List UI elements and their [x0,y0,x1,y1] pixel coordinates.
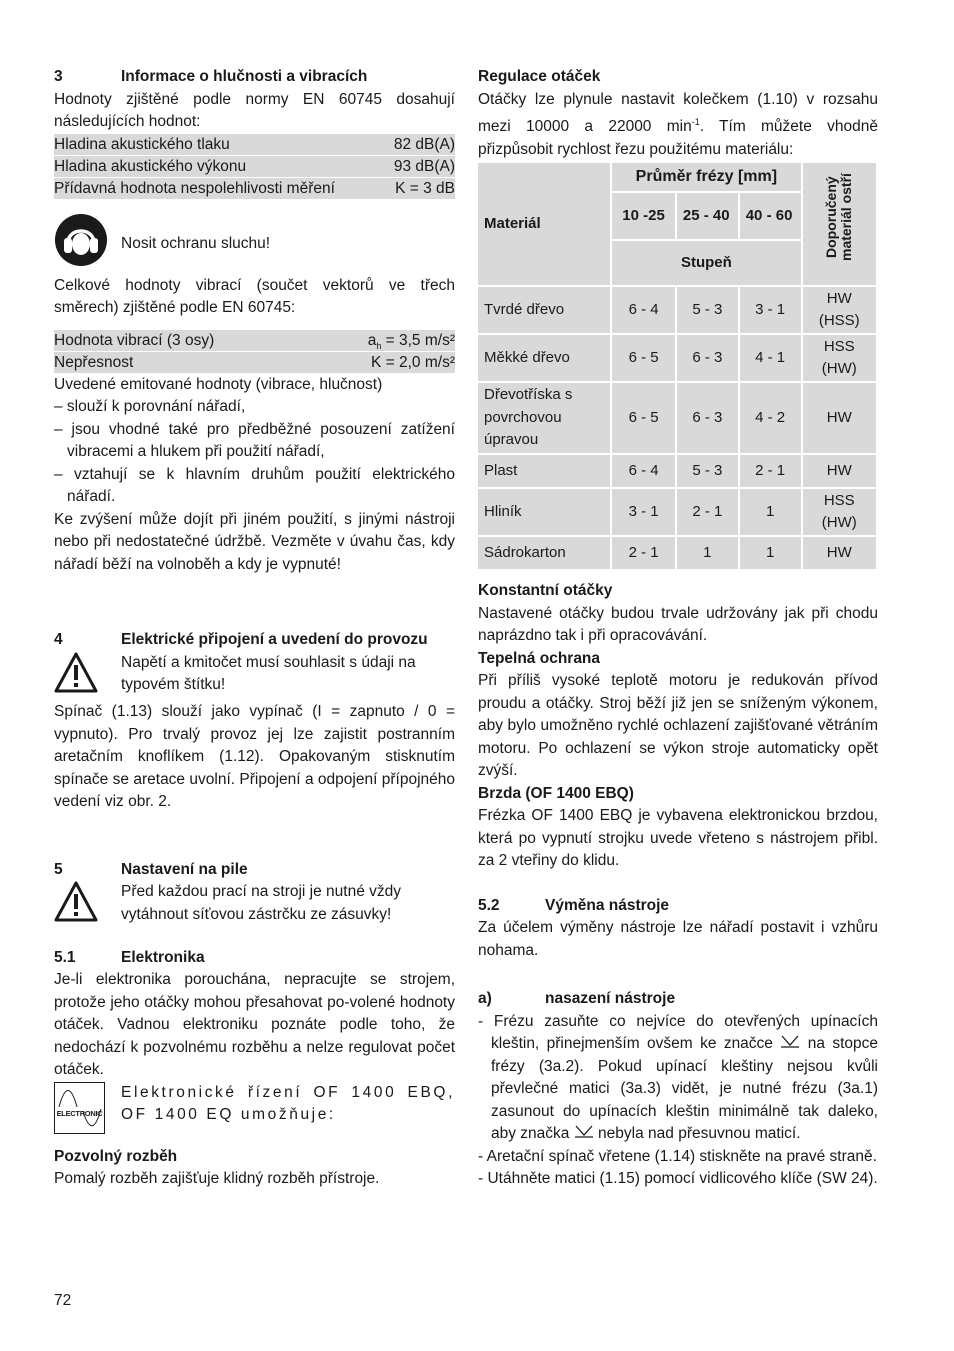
table-header-recommended: Doporučený materiál ostří [803,163,876,285]
list-item: – slouží k porovnání nářadí, [54,398,246,415]
section-5-heading: 5 Nastavení na pile [54,860,248,878]
noise-row: Hladina akustického výkonu 93 dB(A) [54,157,455,175]
thermal-protection-title: Tepelná ochrana [478,649,601,667]
vibration-intro: Celkové hodnoty vibrací (součet vektorů ve třech směrech) zjištěné podle EN 60745: [54,276,455,316]
electronic-icon: ELECTRONIC [54,1082,105,1134]
noise-row: Hladina akustického tlaku 82 dB(A) [54,135,455,153]
constant-speed-body: Nastavené otáčky budou trvale udržovány jak při chodu naprázdno tak i při opracovávání. [478,604,878,645]
vibration-row: Hodnota vibrací (3 osy) $a_h = 3,5$ m/s² [54,331,455,351]
material-speed-table [476,161,878,571]
soft-start-body: Pomalý rozběh zajišťuje klidný rozběh přístroje. [54,1170,380,1187]
table-header-material: Materiál [478,163,610,285]
plug-warning: Před každou prací na stroji je nutné vždy vytáhnout síťovou zástrčku ze zásuvky! [54,881,455,931]
table-row: Měkké dřevo 6 - 5 6 - 3 4 - 1 HSS (HW) [478,335,876,381]
list-item: – vztahují se k hlavním druhům použití elektrického nářadí. [54,465,455,505]
table-row: Dřevotříska s povrchovou úpravou 6 - 5 6 - 3 4 - 2 HW [478,383,876,453]
thermal-protection-body: Při příliš vysoké teplotě motoru je redukován přívod proudu a otáčky. Stroj běží již jen se sníženým výkonem, aby bylo umožněno rychlé ochlazení zajišťované větráním motoru. Po ochlazení se výkon stroje automaticky opět zvýší. [478,672,878,780]
table-header-diameter: Průměr frézy [mm] [612,163,800,191]
left-column [54,66,455,1191]
noise-intro: Hodnoty zjištěné podle normy EN 60745 dosahují následujících hodnot: [54,90,455,130]
brake-body: Frézka OF 1400 EBQ je vybavena elektronickou brzdou, která po vypnutí strojku uvede vřeteno s nástrojem přibl. za 2 vteřiny do klidu. [478,807,878,870]
table-header-stage: Stupeň [612,241,800,285]
constant-speed-title: Konstantní otáčky [478,582,613,600]
speed-regulation-body: Otáčky lze plynule nastavit kolečkem (1.10) v rozsahu mezi 10000 a 22000 $\min^{-1}$. Tím můžete vhodně přizpůsobit rychlost řezu použitému materiálu: [478,90,878,158]
table-row: Plast 6 - 4 5 - 3 2 - 1 HW [478,455,876,487]
emission-closing: Ke zvýšení může dojít při jiném použití, s jinými nástroji nebo při nedostatečné údržbě. Vezměte v úvahu čas, kdy nářadí běží na volnoběh a kdy je vypnuté! [54,510,455,573]
section-number: 3 [54,68,63,85]
list-item: – jsou vhodné také pro předběžné posouzení zatížení vibracemi a hlukem při použití nářadí, [54,420,455,460]
list-item: - Frézu zasuňte co nejvíce do otevřených upínacích kleštin, přinejmenším ovšem ke značce na stopce frézy (3a.2). Pokud upínací kleštiny nejsou kvůli převlečné matici (3a.3) vidět, je nutné frézu (3a.1) zasunout do upínacích kleštin minimálně tak daleko, aby značka nebyla nad přesuvnou maticí. [478,1012,879,1143]
table-header-col: 10 -25 [612,193,675,239]
depth-mark-icon [780,1034,800,1048]
subsection-a-heading: a) nasazení nástroje [478,990,676,1008]
section-3-heading [54,66,455,89]
table-row: Sádrokarton 2 - 1 1 1 HW [478,537,876,569]
voltage-warning: Napětí a kmitočet musí souhlasit s údaji na typovém štítku! [54,652,455,702]
depth-mark-icon [574,1124,594,1138]
page-number: 72 [54,1292,72,1309]
tool-insert-steps [478,1011,878,1191]
table-header-col: 25 - 40 [677,193,738,239]
switch-description: Spínač (1.13) slouží jako vypínač (I = zapnuto / 0 = vypnuto). Pro trvalý provoz jej lze zajistit postranním aretačním knoflíkem (1.12). Opakovaným stisknutím spínače se aretace uvolní. Připojení a odpojení přípojného vedení viz obr. 2. [54,703,455,810]
section-5-2-heading: 5.2 Výměna nástroje [478,896,670,914]
tool-change-body: Za účelem výměny nástroje lze nářadí postavit i vzhůru nohama. [478,919,878,959]
speed-regulation-title: Regulace otáček [478,68,601,85]
table-row: Tvrdé dřevo 6 - 4 5 - 3 3 - 1 HW (HSS) [478,287,876,333]
section-4-heading: 4 Elektrické připojení a uvedení do provozu [54,631,428,648]
hearing-protection-note: Nosit ochranu sluchu! [54,213,455,269]
warning-icon [54,881,121,931]
section-title: Informace o hlučnosti a vibracích [121,68,368,85]
soft-start-title: Pozvolný rozběh [54,1147,178,1165]
table-row: Hliník 3 - 1 2 - 1 1 HSS (HW) [478,489,876,535]
list-item: - Aretační spínač vřetene (1.14) stiskněte na pravé straně. [478,1147,877,1165]
section-5-1-heading: 5.1 Elektronika [54,948,205,966]
brake-title: Brzda (OF 1400 EBQ) [478,784,634,802]
vibration-row: Nepřesnost K = 2,0 m/s² [54,353,455,371]
right-column [478,66,878,1191]
warning-icon [54,652,121,702]
list-item: - Utáhněte matici (1.15) pomocí vidlicového klíče (SW 24). [478,1170,878,1188]
electronics-body: Je-li elektronika porouchána, nepracujte se strojem, protože jeho otáčky mohou přesahovat po-volené hodnoty otáček. Vadnou elektroniku poznáte podle toho, že nedochází k pozvolnému rozběhu a nelze regulovat počet otáček. [54,971,455,1078]
ear-protection-icon [54,213,121,275]
emission-list [54,396,455,509]
electronic-control-note: ELECTRONIC Elektronické řízení OF 1400 EBQ, OF 1400 EQ umožňuje: [54,1082,455,1138]
emission-intro: Uvedené emitované hodnoty (vibrace, hlučnost) [54,375,383,393]
noise-row: Přídavná hodnota nespolehlivosti měření K = 3 dB [54,179,455,197]
table-header-col: 40 - 60 [740,193,801,239]
